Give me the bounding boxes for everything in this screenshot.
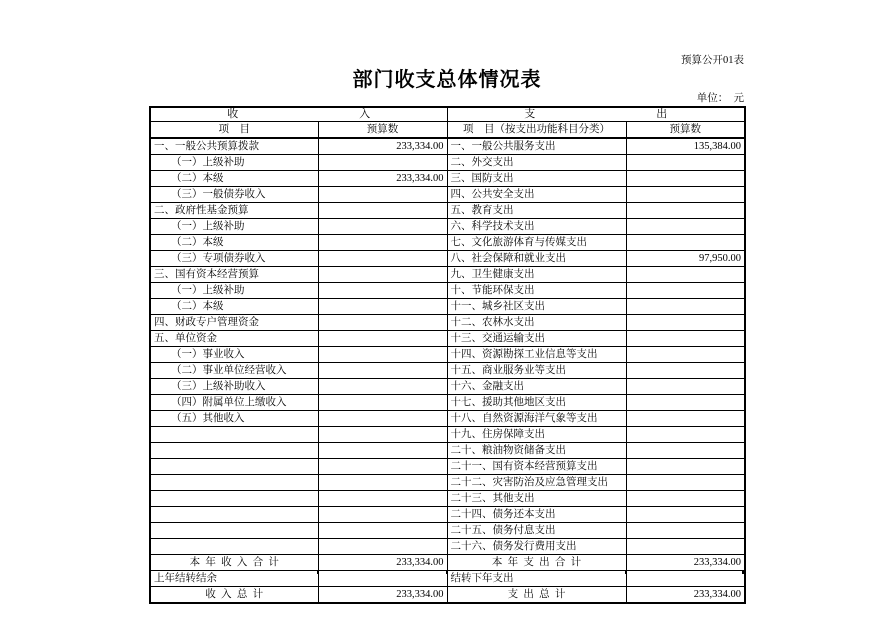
income-value-cell bbox=[318, 363, 447, 379]
expense-value-cell bbox=[626, 219, 745, 235]
income-value-cell bbox=[318, 235, 447, 251]
expense-value-cell bbox=[626, 267, 745, 283]
table-row bbox=[150, 475, 745, 491]
table-edge-stub bbox=[742, 570, 744, 574]
income-section-header: 收 入 bbox=[150, 107, 447, 122]
expense-value-cell bbox=[626, 235, 745, 251]
income-value-cell: 233,334.00 bbox=[318, 171, 447, 187]
table-row bbox=[150, 171, 745, 187]
income-item-cell bbox=[150, 491, 318, 507]
expense-value-cell: 97,950.00 bbox=[626, 251, 745, 267]
income-item-cell: （三）专项债券收入 bbox=[150, 251, 318, 267]
expense-value-cell bbox=[626, 411, 745, 427]
table-totals bbox=[150, 555, 745, 604]
expense-item-header: 项 目（按支出功能科目分类） bbox=[447, 122, 626, 139]
income-item-cell: （一）上级补助 bbox=[150, 219, 318, 235]
expense-value-cell bbox=[626, 539, 745, 555]
income-value-cell bbox=[318, 251, 447, 267]
expense-value-cell: 135,384.00 bbox=[626, 138, 745, 155]
expense-total-value-cell bbox=[626, 571, 745, 587]
income-value-cell bbox=[318, 315, 447, 331]
total-row bbox=[150, 587, 745, 604]
table-row bbox=[150, 235, 745, 251]
expense-item-cell: 十七、援助其他地区支出 bbox=[447, 395, 626, 411]
table-edge-stub bbox=[317, 570, 318, 574]
income-total-value-cell: 233,334.00 bbox=[318, 555, 447, 571]
expense-value-cell bbox=[626, 475, 745, 491]
expense-item-cell: 十一、城乡社区支出 bbox=[447, 299, 626, 315]
income-item-cell: （一）事业收入 bbox=[150, 347, 318, 363]
expense-item-cell: 十四、资源勘探工业信息等支出 bbox=[447, 347, 626, 363]
expense-item-cell: 九、卫生健康支出 bbox=[447, 267, 626, 283]
section-header-row bbox=[150, 107, 745, 122]
income-value-cell bbox=[318, 539, 447, 555]
expense-item-cell: 五、教育支出 bbox=[447, 203, 626, 219]
expense-item-cell: 二十二、灾害防治及应急管理支出 bbox=[447, 475, 626, 491]
expense-section-header: 支 出 bbox=[447, 107, 745, 122]
expense-value-cell bbox=[626, 171, 745, 187]
income-value-cell bbox=[318, 411, 447, 427]
expense-item-cell: 十八、自然资源海洋气象等支出 bbox=[447, 411, 626, 427]
income-value-cell bbox=[318, 395, 447, 411]
income-value-cell bbox=[318, 427, 447, 443]
income-value-cell bbox=[318, 299, 447, 315]
income-value-cell bbox=[318, 523, 447, 539]
table-row bbox=[150, 459, 745, 475]
income-item-cell: 三、国有资本经营预算 bbox=[150, 267, 318, 283]
income-item-cell: 四、财政专户管理资金 bbox=[150, 315, 318, 331]
income-item-cell: （五）其他收入 bbox=[150, 411, 318, 427]
income-item-cell: 二、政府性基金预算 bbox=[150, 203, 318, 219]
income-item-cell: （三）一般债券收入 bbox=[150, 187, 318, 203]
expense-item-cell: 二十五、债务付息支出 bbox=[447, 523, 626, 539]
expense-item-cell: 十二、农林水支出 bbox=[447, 315, 626, 331]
expense-item-cell: 二十三、其他支出 bbox=[447, 491, 626, 507]
table-row bbox=[150, 491, 745, 507]
income-value-cell bbox=[318, 347, 447, 363]
income-item-cell: （一）上级补助 bbox=[150, 155, 318, 171]
expense-total-value-cell: 233,334.00 bbox=[626, 555, 745, 571]
income-item-header: 项 目 bbox=[150, 122, 318, 139]
expense-item-cell: 十五、商业服务业等支出 bbox=[447, 363, 626, 379]
expense-item-cell: 十、节能环保支出 bbox=[447, 283, 626, 299]
income-item-cell bbox=[150, 443, 318, 459]
income-item-cell bbox=[150, 427, 318, 443]
table-edge-stub bbox=[625, 570, 626, 574]
income-budget-header: 预算数 bbox=[318, 122, 447, 139]
income-value-cell bbox=[318, 155, 447, 171]
table-edge-stub bbox=[446, 570, 448, 574]
expense-item-cell: 二十一、国有资本经营预算支出 bbox=[447, 459, 626, 475]
table-body bbox=[150, 138, 745, 555]
expense-value-cell bbox=[626, 379, 745, 395]
expense-value-cell bbox=[626, 363, 745, 379]
column-header-row bbox=[150, 122, 745, 139]
income-value-cell bbox=[318, 331, 447, 347]
expense-value-cell bbox=[626, 299, 745, 315]
income-total-label-cell: 上年结转结余 bbox=[150, 571, 318, 587]
income-value-cell: 233,334.00 bbox=[318, 138, 447, 155]
expense-value-cell bbox=[626, 155, 745, 171]
income-value-cell bbox=[318, 475, 447, 491]
expense-item-cell: 十九、住房保障支出 bbox=[447, 427, 626, 443]
table-row bbox=[150, 523, 745, 539]
income-item-cell: （二）本级 bbox=[150, 171, 318, 187]
table-row bbox=[150, 203, 745, 219]
expense-item-cell: 二十四、债务还本支出 bbox=[447, 507, 626, 523]
table-row bbox=[150, 219, 745, 235]
table-row bbox=[150, 315, 745, 331]
expense-value-cell bbox=[626, 523, 745, 539]
budget-summary-table bbox=[149, 106, 746, 604]
income-item-cell bbox=[150, 539, 318, 555]
income-item-cell bbox=[150, 523, 318, 539]
income-value-cell bbox=[318, 379, 447, 395]
expense-item-cell: 三、国防支出 bbox=[447, 171, 626, 187]
table-row bbox=[150, 331, 745, 347]
expense-total-label-cell: 本 年 支 出 合 计 bbox=[447, 555, 626, 571]
expense-item-cell: 八、社会保障和就业支出 bbox=[447, 251, 626, 267]
table-edge-stub bbox=[149, 570, 151, 574]
expense-total-value-cell: 233,334.00 bbox=[626, 587, 745, 604]
expense-item-cell: 一、一般公共服务支出 bbox=[447, 138, 626, 155]
table-row bbox=[150, 443, 745, 459]
table-row bbox=[150, 187, 745, 203]
income-item-cell: （一）上级补助 bbox=[150, 283, 318, 299]
table-header bbox=[150, 107, 745, 138]
table-row bbox=[150, 347, 745, 363]
table-row bbox=[150, 507, 745, 523]
unit-label: 单位： 元 bbox=[696, 93, 744, 104]
income-item-cell: 五、单位资金 bbox=[150, 331, 318, 347]
total-row bbox=[150, 555, 745, 571]
income-total-label-cell: 收 入 总 计 bbox=[150, 587, 318, 604]
income-value-cell bbox=[318, 491, 447, 507]
income-total-label-cell: 本 年 收 入 合 计 bbox=[150, 555, 318, 571]
expense-value-cell bbox=[626, 203, 745, 219]
expense-value-cell bbox=[626, 331, 745, 347]
expense-item-cell: 二十、粮油物资储备支出 bbox=[447, 443, 626, 459]
table-row bbox=[150, 251, 745, 267]
table-row bbox=[150, 363, 745, 379]
table-row bbox=[150, 138, 745, 155]
table-row bbox=[150, 379, 745, 395]
income-value-cell bbox=[318, 203, 447, 219]
income-item-cell bbox=[150, 475, 318, 491]
expense-value-cell bbox=[626, 187, 745, 203]
income-value-cell bbox=[318, 283, 447, 299]
table-row bbox=[150, 411, 745, 427]
table-row bbox=[150, 539, 745, 555]
expense-total-label-cell: 结转下年支出 bbox=[447, 571, 626, 587]
table-row bbox=[150, 267, 745, 283]
income-item-cell: （四）附属单位上缴收入 bbox=[150, 395, 318, 411]
expense-item-cell: 四、公共安全支出 bbox=[447, 187, 626, 203]
expense-value-cell bbox=[626, 443, 745, 459]
expense-budget-header: 预算数 bbox=[626, 122, 745, 139]
page-title: 部门收支总体情况表 bbox=[352, 69, 542, 91]
expense-value-cell bbox=[626, 347, 745, 363]
income-total-value-cell bbox=[318, 571, 447, 587]
doc-number-label: 预算公开01表 bbox=[681, 55, 744, 66]
expense-value-cell bbox=[626, 395, 745, 411]
table-row bbox=[150, 299, 745, 315]
income-item-cell: （二）事业单位经营收入 bbox=[150, 363, 318, 379]
expense-item-cell: 六、科学技术支出 bbox=[447, 219, 626, 235]
expense-value-cell bbox=[626, 459, 745, 475]
income-total-value-cell: 233,334.00 bbox=[318, 587, 447, 604]
income-item-cell: （三）上级补助收入 bbox=[150, 379, 318, 395]
income-value-cell bbox=[318, 187, 447, 203]
expense-item-cell: 二、外交支出 bbox=[447, 155, 626, 171]
income-item-cell: （二）本级 bbox=[150, 235, 318, 251]
income-value-cell bbox=[318, 219, 447, 235]
expense-value-cell bbox=[626, 315, 745, 331]
income-item-cell: 一、一般公共预算拨款 bbox=[150, 138, 318, 155]
expense-total-label-cell: 支 出 总 计 bbox=[447, 587, 626, 604]
expense-value-cell bbox=[626, 507, 745, 523]
expense-item-cell: 七、文化旅游体育与传媒支出 bbox=[447, 235, 626, 251]
income-value-cell bbox=[318, 459, 447, 475]
income-item-cell bbox=[150, 507, 318, 523]
expense-value-cell bbox=[626, 491, 745, 507]
expense-value-cell bbox=[626, 283, 745, 299]
expense-item-cell: 十六、金融支出 bbox=[447, 379, 626, 395]
income-item-cell bbox=[150, 459, 318, 475]
income-value-cell bbox=[318, 267, 447, 283]
table-row bbox=[150, 395, 745, 411]
expense-value-cell bbox=[626, 427, 745, 443]
income-value-cell bbox=[318, 507, 447, 523]
table-row bbox=[150, 155, 745, 171]
income-value-cell bbox=[318, 443, 447, 459]
table-row bbox=[150, 427, 745, 443]
income-item-cell: （二）本级 bbox=[150, 299, 318, 315]
table-row bbox=[150, 283, 745, 299]
expense-item-cell: 十三、交通运输支出 bbox=[447, 331, 626, 347]
expense-item-cell: 二十六、债务发行费用支出 bbox=[447, 539, 626, 555]
